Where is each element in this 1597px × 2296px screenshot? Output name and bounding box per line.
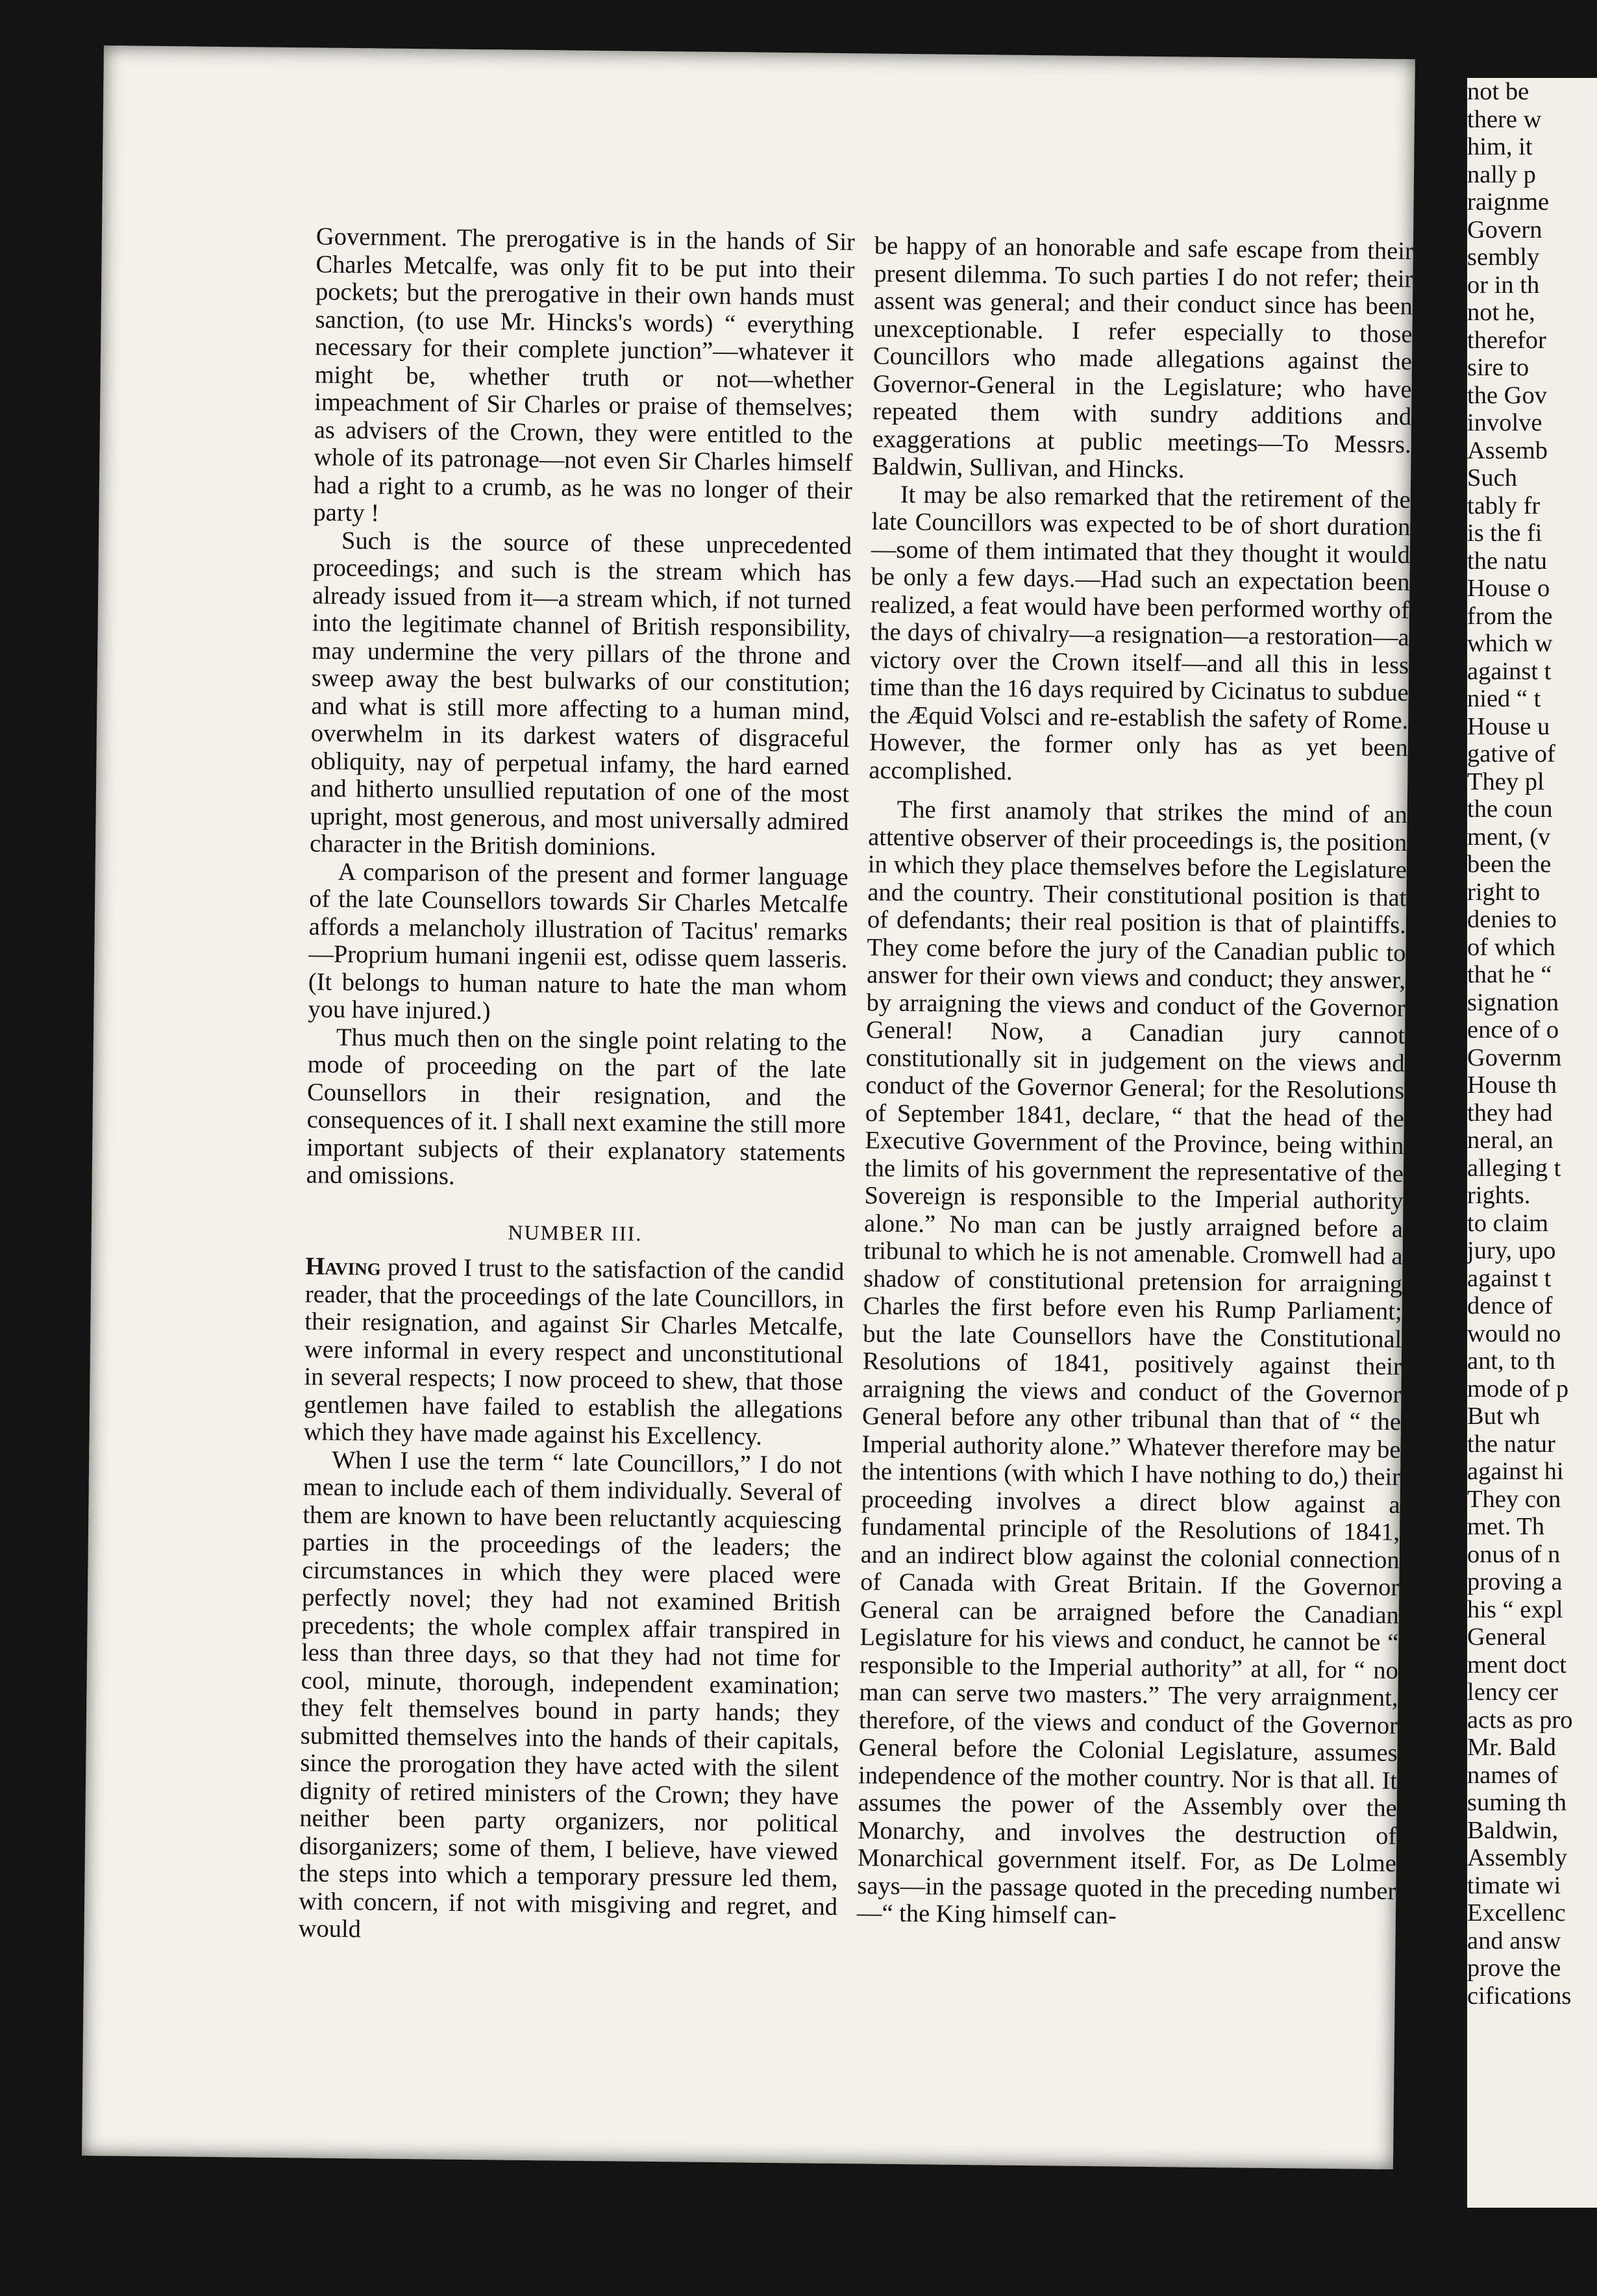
edge-line: tably fr — [1467, 492, 1541, 519]
adjacent-page-edge — [1467, 78, 1597, 2208]
paragraph: It may be also remarked that the retirement of the late Councillors was expected to be of short duration—some of them intimated that they thought it would be only a few days.—Had such an expectation been realized, a feat would have been performed worthy of the days of chivalry—a resignation—a restoration—a victory over the Crown itself—and all this in less time than the 16 days required by Cicinatus to subdue the Æquid Volsci and re-establish the safety of Rome. However, the former only has as yet been accomplished. — [869, 480, 1411, 786]
edge-line: But wh — [1467, 1403, 1541, 1430]
paragraph-text: proved I trust to the satisfaction of the candid reader, that the proceedings of the late Councillors, in their resignation, and against Sir Charles Metcalfe, were informal in every respect and unconstitutional in several respects; I now proceed to shew, that those gentlemen have failed to establish the allegations which they have made against his Excellency. — [303, 1253, 845, 1451]
edge-line: gative of — [1467, 740, 1555, 767]
edge-line: rights. — [1467, 1182, 1531, 1209]
edge-line: House th — [1467, 1071, 1557, 1099]
edge-line: against t — [1467, 1264, 1552, 1292]
edge-line: not he, — [1467, 299, 1535, 326]
edge-line: not be — [1467, 78, 1529, 105]
edge-line: neral, an — [1467, 1127, 1554, 1154]
edge-line: names of — [1467, 1761, 1559, 1789]
edge-line: right to — [1467, 878, 1541, 906]
paragraph: Government. The prerogative is in the hands of Sir Charles Metcalfe, was only fit to be put into their pockets; but the prerogative in their own hands must sanction, (to use Mr. Hincks's words) “ everything necessary for their complete junction”—whatever it might be, whether truth or not—whether impeachment of Sir Charles or praise of themselves; as advisers of the Crown, they were entitled to the whole of its patronage—not even Sir Charles himself had a right to a crumb, as he was no longer of their party ! — [313, 223, 856, 527]
edge-line: nied “ t — [1467, 685, 1541, 712]
section-heading: NUMBER III. — [508, 1220, 643, 1245]
edge-line: alleging t — [1467, 1154, 1561, 1182]
edge-line: Governm — [1467, 1043, 1562, 1071]
edge-line: the natur — [1467, 1430, 1555, 1458]
edge-line: raignme — [1467, 188, 1550, 216]
edge-line: Assembly — [1467, 1844, 1567, 1871]
edge-line: been the — [1467, 851, 1552, 878]
edge-line: General — [1467, 1623, 1546, 1651]
edge-line: acts as pro — [1467, 1706, 1573, 1734]
edge-line: dence of — [1467, 1292, 1553, 1319]
edge-line: is the fi — [1467, 519, 1542, 547]
drop-word: Having — [305, 1253, 382, 1281]
paragraph: A comparison of the present and former language of the late Counsellors towards Sir Charles Metcalfe affords a melancholy illustration of Tacitus' remarks—Proprium humani ingenii est, odisse quem lasseris. (It belongs to human nature to hate the man whom you have injured.) — [308, 858, 848, 1025]
edge-line: ant, to th — [1467, 1347, 1555, 1375]
edge-line: the coun — [1467, 795, 1553, 823]
edge-line: onus of n — [1467, 1540, 1561, 1568]
edge-line: to claim — [1467, 1209, 1549, 1237]
edge-line: signation — [1467, 988, 1559, 1016]
edge-line: the natu — [1467, 547, 1547, 575]
edge-column — [1467, 78, 1597, 2010]
edge-line: that he “ — [1467, 961, 1552, 988]
left-column — [298, 223, 855, 1948]
edge-line: from the — [1467, 602, 1553, 630]
edge-line: against hi — [1467, 1458, 1564, 1485]
edge-line: House o — [1467, 575, 1550, 602]
edge-line: cifications — [1467, 1982, 1572, 2010]
edge-line: They pl — [1467, 767, 1544, 795]
right-column — [857, 232, 1413, 1932]
edge-line: Such — [1467, 464, 1517, 492]
edge-line: timate wi — [1467, 1871, 1561, 1899]
edge-line: him, it — [1467, 133, 1533, 160]
edge-line: proving a — [1467, 1568, 1563, 1595]
newspaper-page — [82, 45, 1415, 2169]
edge-line: Govern — [1467, 216, 1542, 243]
edge-line: and answ — [1467, 1927, 1561, 1954]
edge-line: mode of p — [1467, 1375, 1569, 1403]
paragraph: When I use the term “ late Councillors,” I do not mean to include each of them individually. Several of them are known to have been reluctantly acquiescing parties in the proceedings of the leaders; the circumstances in which they were placed were perfectly novel; they had not examined British precedents; the whole complex affair transpired in less than three days, so that they had not time for cool, minute, thorough, independent examination; they felt themselves bound in party hands; they submitted themselves into the hands of their capitals, since the prorogation they have acted with the silent dignity of retired ministers of the Crown; they have neither been party organizers, nor political disorganizers; some of them, I believe, have viewed the steps into which a temporary pressure led them, with concern, if not with misgiving and regret, and would — [298, 1446, 843, 1943]
edge-line: his “ expl — [1467, 1595, 1563, 1623]
edge-line: ment doct — [1467, 1651, 1566, 1678]
edge-line: therefor — [1467, 326, 1546, 354]
edge-line: which w — [1467, 630, 1553, 657]
edge-line: Excellenc — [1467, 1899, 1566, 1927]
edge-line: sire to — [1467, 354, 1529, 381]
edge-line: lency cer — [1467, 1678, 1558, 1706]
edge-line: House u — [1467, 712, 1550, 740]
edge-line: would no — [1467, 1319, 1561, 1347]
edge-line: involve — [1467, 409, 1542, 436]
edge-line: there w — [1467, 105, 1542, 133]
edge-line: nally p — [1467, 160, 1536, 188]
edge-line: or in th — [1467, 271, 1540, 299]
edge-line: they had — [1467, 1099, 1553, 1127]
edge-line: Mr. Bald — [1467, 1734, 1556, 1761]
edge-line: ence of o — [1467, 1016, 1559, 1043]
edge-line: met. Th — [1467, 1513, 1545, 1540]
edge-line: suming th — [1467, 1789, 1566, 1816]
edge-line: the Gov — [1467, 381, 1547, 409]
paragraph: The first anamoly that strikes the mind of an attentive observer of their proceedings is, the position in which they place themselves before the Legislature and the country. Their constitutional position is that of defendants; their real position is that of plaintiffs. They come before the jury of the Canadian public to answer for their own views and conduct; they answer, by arraigning the views and conduct of the Governor General! Now, a Canadian jury cannot constitutionally sit in judgement on the views and conduct of the Governor General; for the Resolutions of September 1841, declare, “ that the head of the Executive Government of the Province, being within the limits of his government the representative of the Sovereign is responsible to the Imperial authority alone.” No man can be justly arraigned before a tribunal to which he is not amenable. Cromwell had a shadow of constitutional pretension for arraigning Charles the first before even his Rump Parliament; but the late Counsellors have the Constitutional Resolutions of 1841, positively against their arraigning the views and conduct of the Governor General before any other tribunal than that of “ the Imperial authority alone.” Whatever therefore may be the intentions (with which I have nothing to do,) their proceeding involves a direct blow against a fundamental principle of the Resolutions of 1841, and an indirect blow against the colonial connection of Canada with Great Britain. If the Governor General can be arraigned before the Canadian Legislature for his views and conduct, he cannot be “ responsible to the Imperial authority” at all, for “ no man can serve two masters.” The very arraignment, therefore, of the views and conduct of the Governor General before the Colonial Legislature, assumes independence of the mother country. Nor is that all. It assumes the power of the Assembly over the Monarchy, and involves the destruction of Monarchical government itself. For, as De Lolme says—in the passage quoted in the preceding number—“ the King himself can- — [856, 795, 1407, 1930]
edge-line: denies to — [1467, 906, 1557, 933]
edge-line: They con — [1467, 1485, 1561, 1513]
paragraph: Thus much then on the single point relating to the mode of proceeding on the part of the late Counsellors in their resignation, and the consequences of it. I shall next examine the still more important subjects of their explanatory statements and omissions. — [306, 1023, 847, 1190]
edge-line: Baldwin, — [1467, 1816, 1559, 1844]
edge-line: ment, (v — [1467, 823, 1551, 851]
paragraph: be happy of an honorable and safe escape from their present dilemma. To such parties I do not refer; their assent was general; and their conduct since has been unexceptionable. I refer especially to those Councillors who made allegations against the Governor-General in the Legislature; who have repeated them with sundry additions and exaggerations at public meetings—To Messrs. Baldwin, Sullivan, and Hincks. — [872, 232, 1414, 484]
paragraph: Such is the source of these unprecedented proceedings; and such is the stream which has already issued from it—a stream which, if not turned into the legitimate channel of British responsibility, may undermine the very pillars of the throne and sweep away the best bulwarks of our constitution; and what is still more affecting to a human mind, overwhelm in its darkest waters of disgraceful obliquity, nay of perpetual infamy, the hard earned and hitherto unsullied reputation of one of the most upright, most generous, and most universally admired character in the British dominions. — [309, 527, 852, 861]
edge-line: prove the — [1467, 1954, 1561, 1982]
edge-line: sembly — [1467, 243, 1540, 271]
edge-line: against t — [1467, 657, 1552, 685]
edge-line: of which — [1467, 933, 1555, 961]
edge-line: Assemb — [1467, 436, 1548, 464]
paragraph — [303, 1253, 844, 1451]
edge-line: jury, upo — [1467, 1237, 1556, 1264]
